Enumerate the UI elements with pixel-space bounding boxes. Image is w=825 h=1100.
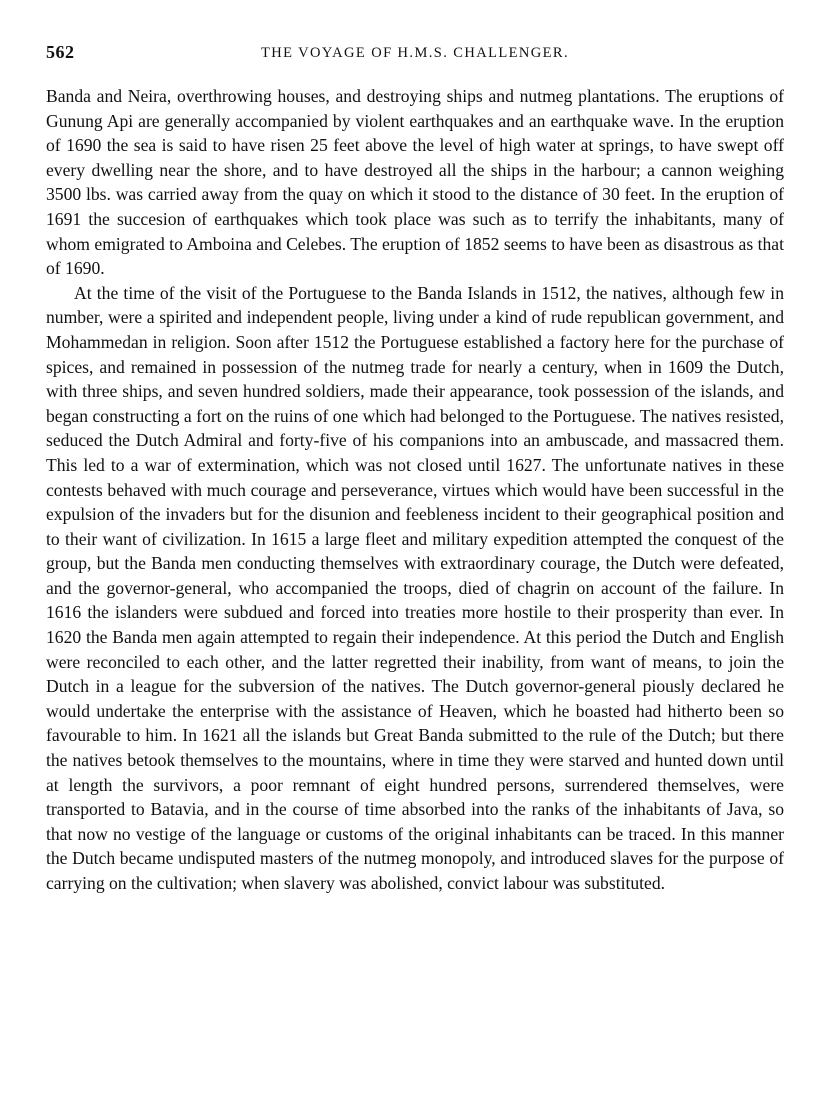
body-text [46,84,784,896]
page-header [46,42,784,72]
paragraph-gunung-api-eruptions: Banda and Neira, overthrowing houses, and destroying ships and nutmeg plantations. The eruptions of Gunung Api are generally accompanied by violent earthquakes and an earthquake wave. In the eruption of 1690 the sea is said to have risen 25 feet above the level of high water at springs, to have swept off every dwelling near the shore, and to have destroyed all the ships in the harbour; a cannon weighing 3500 lbs. was carried away from the quay on which it stood to the distance of 30 feet. In the eruption of 1691 the succesion of earthquakes which took place was such as to terrify the inhabitants, many of whom emigrated to Amboina and Celebes. The eruption of 1852 seems to have been as disastrous as that of 1690. [46,86,784,279]
running-head: THE VOYAGE OF H.M.S. CHALLENGER. [261,45,569,61]
book-page [46,42,784,896]
paragraph-banda-history: At the time of the visit of the Portuguese to the Banda Islands in 1512, the natives, although few in number, were a spirited and independent people, living under a kind of rude republican government, and Mohammedan in religion. Soon after 1512 the Portuguese established a factory here for the purchase of spices, and remained in possession of the nutmeg trade for nearly a century, when in 1609 the Dutch, with three ships, and seven hundred soldiers, made their appearance, took possession of the islands, and began constructing a fort on the ruins of one which had belonged to the Portuguese. The natives resisted, seduced the Dutch Admiral and forty-five of his companions into an ambuscade, and massacred them. This led to a war of extermination, which was not closed until 1627. The unfortunate natives in these contests behaved with much courage and perseverance, virtues which would have been successful in the expulsion of the invaders but for the disunion and feebleness incident to their geographical position and to their want of civilization. In 1615 a large fleet and military expedition attempted the conquest of the group, but the Banda men conducting themselves with extraordinary courage, the Dutch were defeated, and the governor-general, who accompanied the troops, died of chagrin on account of the failure. In 1616 the islanders were subdued and forced into treaties more hostile to their prosperity than ever. In 1620 the Banda men again attempted to regain their independence. At this period the Dutch and English were reconciled to each other, and the latter regretted their inability, from want of means, to join the Dutch in a league for the subversion of the natives. The Dutch governor-general piously declared he would undertake the enterprise with the assistance of Heaven, which he boasted had hitherto been so favourable to him. In 1621 all the islands but Great Banda submitted to the rule of the Dutch; but there the natives betook themselves to the mountains, where in time they were starved and hunted down until at length the survivors, a poor remnant of eight hundred persons, surrendered themselves, were transported to Batavia, and in the course of time absorbed into the ranks of the inhabitants of Java, so that now no vestige of the language or customs of the original inhabitants can be traced. In this manner the Dutch became undisputed masters of the nutmeg monopoly, and introduced slaves for the purpose of carrying on the cultivation; when slavery was abolished, convict labour was substituted. [46,282,784,893]
page-number: 562 [46,42,75,62]
